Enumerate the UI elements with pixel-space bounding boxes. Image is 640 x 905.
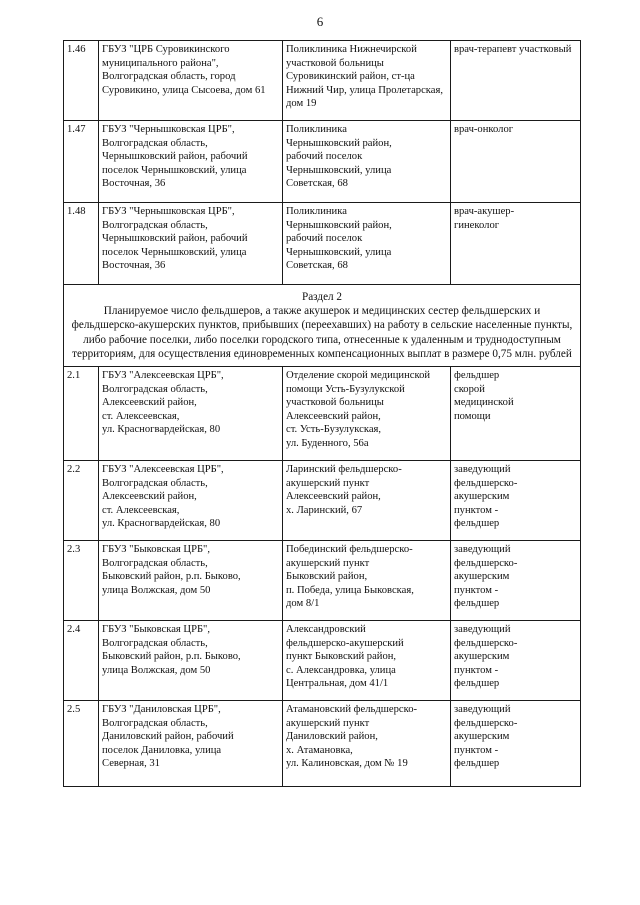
table-row [64,461,581,541]
organization-cell: ГБУЗ "Чернышковская ЦРБ", Волгоградская область, Чернышковский район, рабочий поселок Чернышковский, улица Восточная, 36 [99,121,283,203]
position-cell: врач-онколог [451,121,581,203]
organization-cell: ГБУЗ "Чернышковская ЦРБ", Волгоградская область, Чернышковский район, рабочий поселок Чернышковский, улица Восточная, 36 [99,203,283,285]
row-number: 2.1 [64,367,99,461]
section-description: Планируемое число фельдшеров, а также акушерок и медицинских сестер фельдшерских и фельдшерско-акушерских пунктов, прибывших (переехавших) на работу в сельские населенные пункты, либо рабочие поселки, либо поселки городского типа, отнесенные к удаленным и труднодоступным территориям, для осуществления единовременных компенсационных выплат в размере 0,75 млн. рублей [71,305,573,360]
table-row [64,541,581,621]
position-cell: врач-терапевт участковый [451,41,581,121]
unit-cell: Александровский фельдшерско-акушерский пункт Быковский район, с. Александровка, улица Центральная, дом 41/1 [283,621,451,701]
row-number: 1.46 [64,41,99,121]
unit-cell: Поликлиника Чернышковский район, рабочий поселок Чернышковский, улица Советская, 68 [283,121,451,203]
row-number: 2.4 [64,621,99,701]
position-cell: фельдшер скорой медицинской помощи [451,367,581,461]
position-cell: врач-акушер- гинеколог [451,203,581,285]
row-number: 2.5 [64,701,99,787]
vacancy-table [63,40,581,787]
section-header-row [64,285,581,367]
table-row [64,701,581,787]
position-cell: заведующий фельдшерско- акушерским пунктом - фельдшер [451,541,581,621]
table-row [64,121,581,203]
section-header [64,285,581,367]
organization-cell: ГБУЗ "ЦРБ Суровикинского муниципального района", Волгоградская область, город Суровикино, улица Сысоева, дом 61 [99,41,283,121]
organization-cell: ГБУЗ "Быковская ЦРБ", Волгоградская область, Быковский район, р.п. Быково, улица Волжская, дом 50 [99,621,283,701]
position-cell: заведующий фельдшерско- акушерским пунктом - фельдшер [451,461,581,541]
unit-cell: Ларинский фельдшерско- акушерский пункт Алексеевский район, х. Ларинский, 67 [283,461,451,541]
unit-cell: Побединский фельдшерско- акушерский пункт Быковский район, п. Победа, улица Быковская, дом 8/1 [283,541,451,621]
organization-cell: ГБУЗ "Быковская ЦРБ", Волгоградская область, Быковский район, р.п. Быково, улица Волжская, дом 50 [99,541,283,621]
unit-cell: Поликлиника Чернышковский район, рабочий поселок Чернышковский, улица Советская, 68 [283,203,451,285]
organization-cell: ГБУЗ "Даниловская ЦРБ", Волгоградская область, Даниловский район, рабочий поселок Даниловка, улица Северная, 31 [99,701,283,787]
row-number: 2.3 [64,541,99,621]
unit-cell: Атамановский фельдшерско- акушерский пункт Даниловский район, х. Атамановка, ул. Калиновская, дом № 19 [283,701,451,787]
organization-cell: ГБУЗ "Алексеевская ЦРБ", Волгоградская область, Алексеевский район, ст. Алексеевская, ул. Красногвардейская, 80 [99,461,283,541]
section-title: Раздел 2 [301,291,343,303]
row-number: 1.48 [64,203,99,285]
organization-cell: ГБУЗ "Алексеевская ЦРБ", Волгоградская область, Алексеевский район, ст. Алексеевская, ул. Красногвардейская, 80 [99,367,283,461]
position-cell: заведующий фельдшерско- акушерским пунктом - фельдшер [451,621,581,701]
position-cell: заведующий фельдшерско- акушерским пунктом - фельдшер [451,701,581,787]
row-number: 2.2 [64,461,99,541]
unit-cell: Поликлиника Нижнечирской участковой больницы Суровикинский район, ст-ца Нижний Чир, улица Пролетарская, дом 19 [283,41,451,121]
unit-cell: Отделение скорой медицинской помощи Усть-Бузулукской участковой больницы Алексеевский район, ст. Усть-Бузулукская, ул. Буденного, 56а [283,367,451,461]
page-number: 6 [316,14,324,29]
row-number: 1.47 [64,121,99,203]
table-row [64,41,581,121]
table-row [64,367,581,461]
table-row [64,203,581,285]
table-row [64,621,581,701]
